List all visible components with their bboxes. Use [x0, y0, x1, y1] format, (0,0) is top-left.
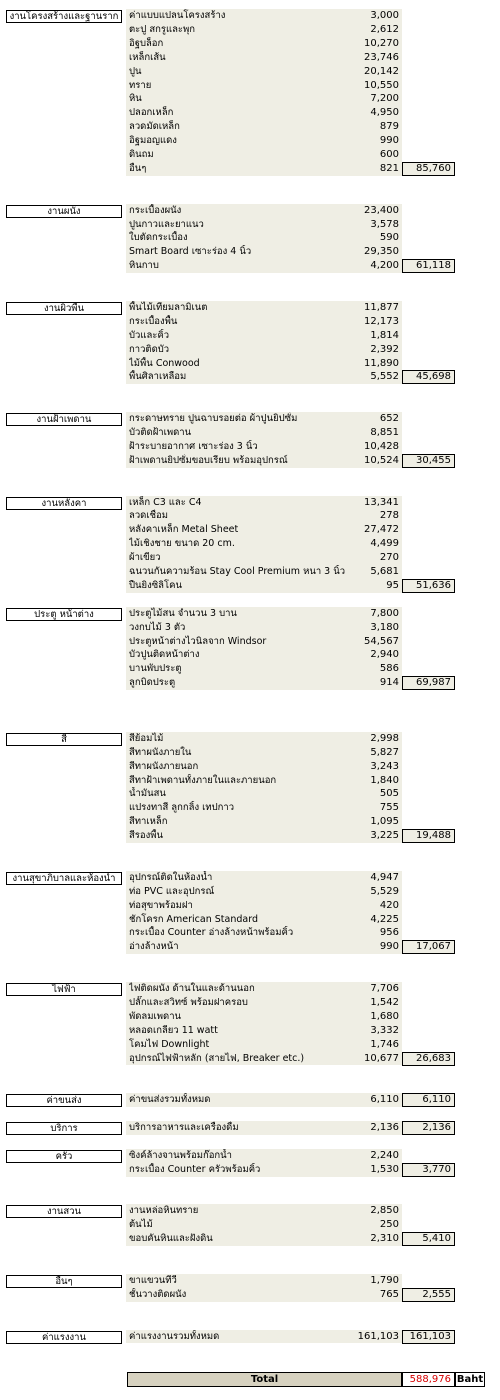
line-item-name: งานหล่อหินทราย — [129, 1205, 199, 1217]
line-item — [126, 9, 402, 23]
line-item-value: 27,472 — [364, 524, 399, 536]
line-item-value: 2,998 — [370, 732, 399, 744]
line-item-name: สีทาฝ้าเพดานทั้งภายในและภายนอก — [129, 774, 277, 786]
category-label: งานสุขาภิบาลและห้องน้ำ — [6, 872, 122, 885]
line-item-value: 6,110 — [370, 1094, 399, 1106]
line-item-value: 10,524 — [364, 454, 399, 466]
category-label: บริการ — [6, 1122, 122, 1135]
line-item-value: 4,947 — [370, 871, 399, 883]
line-item-value: 420 — [379, 899, 399, 911]
line-item — [126, 329, 402, 343]
line-item-value: 5,529 — [370, 885, 399, 897]
line-item-name: กระเบื้องผนัง — [129, 204, 182, 216]
line-item-name: น้ำมันสน — [129, 788, 166, 800]
line-item-value: 879 — [379, 121, 399, 133]
line-item — [126, 454, 402, 468]
line-item — [126, 1121, 402, 1135]
line-item-value: 7,800 — [370, 607, 399, 619]
line-item-name: ปูนกาวและยาแนว — [129, 218, 204, 230]
line-item — [126, 801, 402, 815]
line-item — [126, 523, 402, 537]
line-item — [126, 65, 402, 79]
line-item-name: กระดาษทราย ปูนฉาบรอยต่อ ผ้าปูนยิปซั่ม — [129, 413, 298, 425]
line-item-value: 1,680 — [370, 1010, 399, 1022]
line-item — [126, 134, 402, 148]
line-item-name: ประตูไม้สน จำนวน 3 บาน — [129, 607, 237, 619]
line-item — [126, 1149, 402, 1163]
category-label: ค่าขนส่ง — [6, 1094, 122, 1107]
line-item — [126, 370, 402, 384]
line-item-name: พัดลมเพดาน — [129, 1010, 182, 1022]
line-item-name: อิฐบล็อก — [129, 37, 164, 49]
line-item-name: ค่าแบบแปลนโครงสร้าง — [129, 10, 226, 21]
section-total: 85,760 — [402, 162, 455, 176]
line-item — [126, 1093, 402, 1107]
line-item — [126, 23, 402, 37]
line-item-value: 3,243 — [370, 760, 399, 772]
line-item — [126, 760, 402, 774]
line-item-name: ค่าแรงงานรวมทั้งหมด — [129, 1330, 220, 1342]
line-item-value: 1,542 — [370, 996, 399, 1008]
line-item-name: หิน — [129, 93, 142, 105]
line-item-name: หลอดเกลียว 11 watt — [129, 1024, 218, 1036]
line-item-name: บริการอาหารและเครื่องดื่ม — [129, 1122, 239, 1133]
line-item-value: 10,550 — [364, 79, 399, 91]
line-item-name: ฝ้าระบายอากาศ เซาะร่อง 3 นิ้ว — [129, 440, 258, 452]
line-item-name: โคมไฟ Downlight — [129, 1038, 210, 1050]
line-item — [126, 829, 402, 843]
line-item-value: 250 — [379, 1219, 399, 1231]
line-item-name: ชักโครก American Standard — [129, 913, 258, 925]
line-item-name: อุปกรณ์ไฟฟ้าหลัก (สายไฟ, Breaker etc.) — [129, 1052, 305, 1064]
line-item-name: ไม้เชิงชาย ขนาด 20 cm. — [129, 538, 235, 550]
line-item-value: 3,578 — [370, 218, 399, 230]
line-item — [126, 732, 402, 746]
line-item-value: 3,180 — [370, 621, 399, 633]
line-item-value: 1,746 — [370, 1038, 399, 1050]
line-item — [126, 1163, 402, 1177]
line-item-value: 2,310 — [370, 1233, 399, 1245]
line-item — [126, 37, 402, 51]
line-item-name: พื้นไม้เทียมลามิเนต — [129, 301, 208, 313]
category-label: งานผิวพื้น — [6, 302, 122, 315]
line-item-value: 3,332 — [370, 1024, 399, 1036]
grand-total-label-cell — [127, 1372, 402, 1387]
line-item — [126, 996, 402, 1010]
section-total: 3,770 — [402, 1163, 455, 1177]
section-total: 2,555 — [402, 1288, 455, 1302]
line-item-name: สีทาเหล็ก — [129, 816, 168, 828]
category-label: ค่าแรงงาน — [6, 1331, 122, 1344]
line-item-name: ชั้นวางติดผนัง — [129, 1288, 187, 1300]
line-item-name: ปืนยิงซิลิโคน — [129, 579, 182, 591]
category-label: อื่นๆ — [6, 1275, 122, 1288]
line-item — [126, 357, 402, 371]
line-item — [126, 204, 402, 218]
line-item-value: 3,225 — [370, 830, 399, 842]
line-item — [126, 1288, 402, 1302]
line-item-name: เหล็ก C3 และ C4 — [129, 496, 202, 508]
line-item — [126, 120, 402, 134]
line-item-name: ค่าขนส่งรวมทั้งหมด — [129, 1094, 211, 1106]
line-item-name: อื่นๆ — [129, 162, 147, 174]
section-total: 61,118 — [402, 259, 455, 273]
line-item-value: 990 — [379, 941, 399, 953]
line-item-name: ปลั๊กและสวิทซ์ พร้อมฝาครอบ — [129, 996, 248, 1008]
line-item — [126, 537, 402, 551]
section-total: 19,488 — [402, 829, 455, 843]
line-item-name: ท่อสุขาพร้อมฝา — [129, 899, 193, 911]
line-item — [126, 926, 402, 940]
line-item-name: บานพับประตู — [129, 663, 182, 675]
line-item-value: 755 — [379, 802, 399, 814]
line-item — [126, 496, 402, 510]
grand-total-unit: Baht — [456, 1374, 484, 1385]
line-item-value: 20,142 — [364, 65, 399, 77]
line-item-name: ไม้พื้น Conwood — [129, 357, 200, 369]
line-item-value: 3,000 — [370, 10, 399, 21]
line-item-value: 1,530 — [370, 1163, 399, 1175]
category-label: ไฟฟ้า — [6, 983, 122, 996]
line-item-value: 1,790 — [370, 1274, 399, 1286]
category-label: งานสวน — [6, 1205, 122, 1218]
line-item-name: บัวและคิ้ว — [129, 329, 170, 341]
line-item-value: 7,706 — [370, 983, 399, 994]
line-item — [126, 245, 402, 259]
line-item-name: สีรองพื้น — [129, 830, 164, 842]
line-item-value: 5,827 — [370, 746, 399, 758]
line-item-name: กระเบื้อง Counter อ่างล้างหน้าพร้อมคิ้ว — [129, 927, 294, 939]
line-item — [126, 940, 402, 954]
line-item-name: หินกาบ — [129, 260, 159, 272]
section-total: 6,110 — [402, 1093, 455, 1107]
line-item — [126, 1232, 402, 1246]
line-item — [126, 412, 402, 426]
line-item-name: วงกบไม้ 3 ตัว — [129, 621, 186, 633]
line-item — [126, 92, 402, 106]
line-item-name: พื้นศิลาเหลือม — [129, 371, 187, 383]
line-item-name: ซิงค์ล้างจานพร้อมก๊อกน้ำ — [129, 1149, 233, 1161]
line-item — [126, 106, 402, 120]
section-total: 26,683 — [402, 1052, 455, 1066]
line-item-name: สีย้อมไม้ — [129, 732, 164, 744]
line-item-value: 11,877 — [364, 301, 399, 313]
line-item-value: 23,400 — [364, 204, 399, 216]
line-item — [126, 1204, 402, 1218]
line-item-value: 2,136 — [370, 1122, 399, 1133]
line-item-value: 2,940 — [370, 649, 399, 661]
line-item-name: ดินถม — [129, 149, 154, 160]
line-item-value: 2,392 — [370, 343, 399, 355]
category-label: ครัว — [6, 1150, 122, 1163]
line-item-value: 1,095 — [370, 816, 399, 828]
line-item — [126, 440, 402, 454]
category-label: งานผนัง — [6, 205, 122, 218]
line-item-name: หลังคาเหล็ก Metal Sheet — [129, 524, 239, 536]
line-item-name: ทราย — [129, 79, 152, 91]
line-item-value: 12,173 — [364, 315, 399, 327]
line-item-value: 4,200 — [370, 260, 399, 272]
category-label: งานหลังคา — [6, 497, 122, 510]
line-item-value: 54,567 — [364, 635, 399, 647]
line-item — [126, 815, 402, 829]
line-item-value: 914 — [379, 677, 399, 689]
line-item-value: 10,270 — [364, 37, 399, 49]
line-item-value: 5,552 — [370, 371, 399, 383]
line-item-value: 1,814 — [370, 329, 399, 341]
line-item-name: ลวดเชื่อม — [129, 510, 168, 522]
section-total: 161,103 — [402, 1330, 455, 1344]
line-item-value: 652 — [379, 413, 399, 425]
line-item-value: 10,677 — [364, 1052, 399, 1064]
line-item-name: ปูน — [129, 65, 142, 77]
line-item-value: 4,950 — [370, 107, 399, 119]
line-item — [126, 162, 402, 176]
line-item — [126, 426, 402, 440]
line-item — [126, 1330, 402, 1344]
section-total: 69,987 — [402, 676, 455, 690]
line-item-value: 956 — [379, 927, 399, 939]
line-item — [126, 899, 402, 913]
line-item-value: 4,225 — [370, 913, 399, 925]
line-item-value: 765 — [379, 1288, 399, 1300]
line-item-name: บัวปูนติดหน้าต่าง — [129, 649, 200, 661]
line-item — [126, 871, 402, 885]
line-item-value: 586 — [379, 663, 399, 675]
line-item-value: 278 — [379, 510, 399, 522]
line-item-value: 270 — [379, 552, 399, 564]
line-item — [126, 787, 402, 801]
line-item-name: ไฟติดผนัง ด้านในและด้านนอก — [129, 983, 255, 994]
line-item-name: ผ้าเขียว — [129, 552, 161, 564]
line-item-value: 821 — [379, 162, 399, 174]
line-item-name: อ่างล้างหน้า — [129, 941, 179, 953]
line-item — [126, 231, 402, 245]
line-item — [126, 746, 402, 760]
line-item-name: อุปกรณ์ติดในห้องน้ำ — [129, 871, 213, 883]
line-item-name: ฝ้าเพดานยิปซั่มขอบเรียบ พร้อมอุปกรณ์ — [129, 454, 288, 466]
line-item — [126, 621, 402, 635]
category-label: งานโครงสร้างและฐานราก — [6, 10, 122, 23]
line-item-value: 161,103 — [357, 1330, 399, 1342]
line-item — [126, 1218, 402, 1232]
line-item-value: 95 — [386, 579, 399, 591]
line-item — [126, 551, 402, 565]
line-item — [126, 315, 402, 329]
line-item-value: 10,428 — [364, 440, 399, 452]
section-total: 30,455 — [402, 454, 455, 468]
line-item-name: ขาแขวนทีวี — [129, 1274, 177, 1286]
line-item — [126, 1024, 402, 1038]
line-item-value: 5,681 — [370, 566, 399, 577]
line-item — [126, 79, 402, 93]
line-item — [126, 913, 402, 927]
line-item — [126, 648, 402, 662]
line-item-name: ปลอกเหล็ก — [129, 107, 174, 119]
line-item-value: 13,341 — [364, 496, 399, 508]
line-item-value: 7,200 — [370, 93, 399, 105]
line-item — [126, 1052, 402, 1066]
line-item-value: 1,840 — [370, 774, 399, 786]
line-item — [126, 565, 402, 579]
grand-total-value: 588,976 — [402, 1372, 455, 1387]
grand-total-label: Total — [250, 1374, 279, 1385]
line-item-value: 4,499 — [370, 538, 399, 550]
line-item-value: 590 — [379, 232, 399, 244]
line-item-value: 2,240 — [370, 1149, 399, 1161]
section-total: 45,698 — [402, 370, 455, 384]
line-item — [126, 218, 402, 232]
line-item-value: 600 — [379, 149, 399, 160]
line-item — [126, 662, 402, 676]
line-item-name: ฉนวนกันความร้อน Stay Cool Premium หนา 3 นิ้ว — [129, 566, 346, 577]
line-item-name: ต้นไม้ — [129, 1219, 153, 1231]
line-item-value: 8,851 — [370, 427, 399, 438]
line-item — [126, 1274, 402, 1288]
category-label: งานฝ้าเพดาน — [6, 413, 122, 426]
line-item-name: Smart Board เซาะร่อง 4 นิ้ว — [129, 246, 252, 258]
line-item — [126, 1010, 402, 1024]
line-item — [126, 774, 402, 788]
category-label: ประตู หน้าต่าง — [6, 608, 122, 621]
line-item — [126, 343, 402, 357]
section-total: 51,636 — [402, 579, 455, 593]
line-item-name: เหล็กเส้น — [129, 51, 166, 63]
line-item — [126, 607, 402, 621]
line-item-name: อิฐมอญแดง — [129, 135, 177, 147]
category-label: สี — [6, 733, 122, 746]
line-item-name: กระเบื้องพื้น — [129, 315, 178, 327]
line-item-name: บัวติดฝ้าเพดาน — [129, 427, 192, 438]
line-item-name: สีทาผนังภายใน — [129, 746, 192, 758]
line-item-value: 29,350 — [364, 246, 399, 258]
line-item-name: ท่อ PVC และอุปกรณ์ — [129, 885, 215, 897]
line-item — [126, 51, 402, 65]
line-item-name: ขอบคันหินและฝังดิน — [129, 1233, 213, 1245]
line-item-name: กาวติดบัว — [129, 343, 170, 355]
line-item-value: 2,850 — [370, 1205, 399, 1217]
line-item-value: 505 — [379, 788, 399, 800]
line-item — [126, 982, 402, 996]
line-item-name: สีทาผนังภายนอก — [129, 760, 199, 772]
section-total: 2,136 — [402, 1121, 455, 1135]
section-total: 5,410 — [402, 1232, 455, 1246]
line-item — [126, 1038, 402, 1052]
line-item — [126, 885, 402, 899]
line-item-name: ประตูหน้าต่างไวนิลจาก Windsor — [129, 635, 267, 647]
line-item-name: ลูกบิดประตู — [129, 677, 176, 689]
line-item-value: 990 — [379, 135, 399, 147]
line-item — [126, 509, 402, 523]
line-item — [126, 579, 402, 593]
line-item-value: 11,890 — [364, 357, 399, 369]
line-item — [126, 676, 402, 690]
line-item — [126, 301, 402, 315]
line-item-name: ลวดมัดเหล็ก — [129, 121, 180, 133]
line-item-value: 2,612 — [370, 23, 399, 35]
section-total: 17,067 — [402, 940, 455, 954]
line-item-name: ใบตัดกระเบื้อง — [129, 232, 188, 244]
line-item — [126, 148, 402, 162]
line-item-value: 23,746 — [364, 51, 399, 63]
line-item-name: แปรงทาสี ลูกกลิ้ง เทปกาว — [129, 802, 235, 814]
line-item-name: กระเบื้อง Counter ครัวพร้อมคิ้ว — [129, 1163, 261, 1175]
line-item-name: ตะปู สกรูและพุก — [129, 23, 196, 35]
line-item — [126, 259, 402, 273]
line-item — [126, 635, 402, 649]
